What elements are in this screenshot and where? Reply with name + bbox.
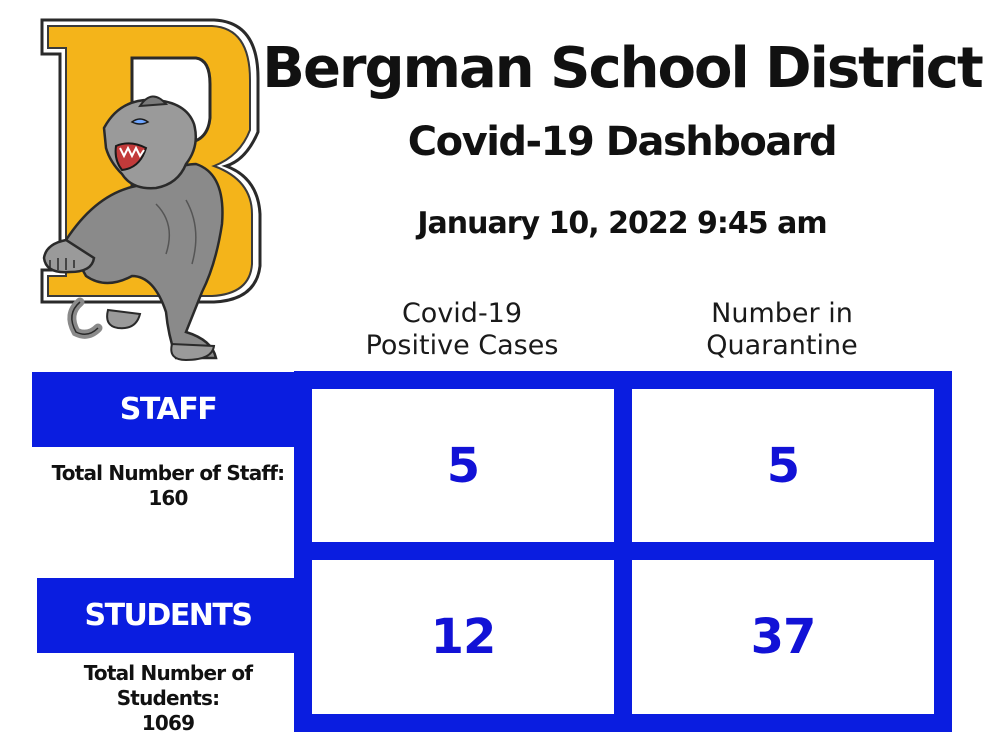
dashboard-subtitle: Covid-19 Dashboard	[407, 119, 837, 165]
column-header-positive-cases: Covid-19 Positive Cases	[365, 298, 559, 361]
students-total-label-line2: Students:	[116, 686, 220, 710]
students-total-value: 1069	[141, 711, 195, 735]
students-row-label	[37, 578, 299, 653]
staff-positive-cases-value: 5	[446, 437, 480, 494]
district-logo	[36, 14, 268, 364]
students-total-label-line1: Total Number of	[83, 661, 253, 685]
staff-quarantine-cell	[632, 389, 934, 542]
page-title: Bergman School District	[262, 36, 982, 101]
staff-quarantine-value: 5	[766, 437, 800, 494]
students-label-text: STUDENTS	[84, 598, 252, 633]
staff-label-text: STAFF	[119, 392, 217, 427]
staff-total-value: 160	[148, 486, 188, 510]
column-header-quarantine: Number in Quarantine	[706, 298, 858, 361]
students-quarantine-cell	[632, 560, 934, 714]
students-positive-cases-cell	[312, 560, 614, 714]
students-positive-cases-value: 12	[430, 609, 496, 665]
staff-total-label: Total Number of Staff:	[51, 461, 285, 485]
staff-row-label	[32, 372, 304, 447]
students-quarantine-value: 37	[750, 609, 816, 665]
staff-positive-cases-cell	[312, 389, 614, 542]
staff-total	[30, 461, 306, 511]
last-updated-timestamp: January 10, 2022 9:45 am	[417, 206, 827, 241]
students-total	[50, 661, 286, 736]
